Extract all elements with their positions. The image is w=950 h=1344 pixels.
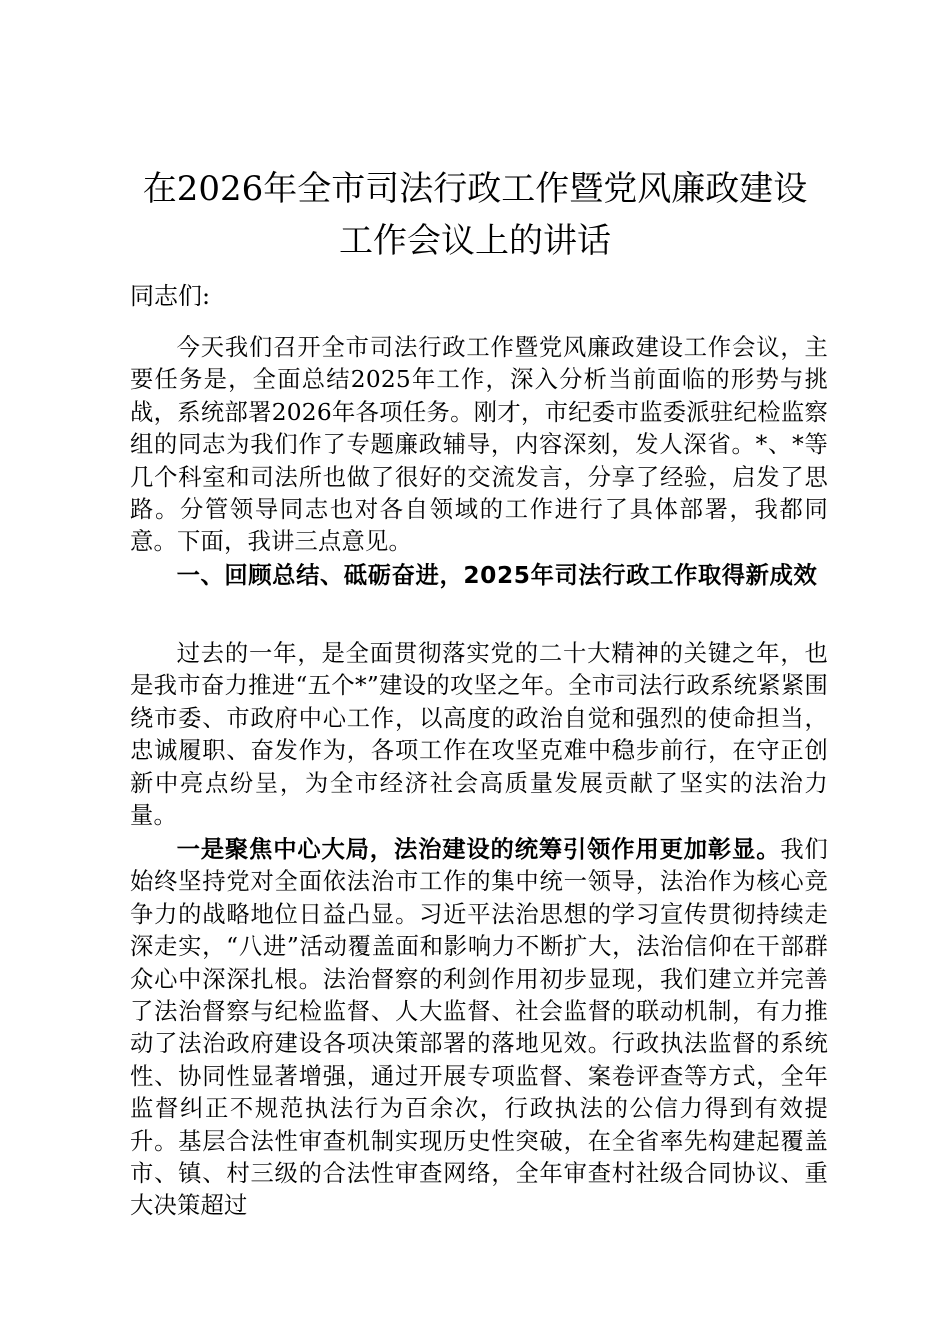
paragraph-point-1	[130, 834, 828, 1223]
paragraph-point-1-body: 我们始终坚持党对全面依法治市工作的集中统一领导，法治作为核心竞争力的战略地位日益凸显。习近平法治思想的学习宣传贯彻持续走深走实，“八进”活动覆盖面和影响力不断扩大，法治信仰在干部群众心中深深扎根。法治督察的利剑作用初步显现，我们建立并完善了法治督察与纪检监督、人大监督、社会监督的联动机制，有力推动了法治政府建设各项决策部署的落地见效。行政执法监督的系统性、协同性显著增强，通过开展专项监督、案卷评查等方式，全年监督纠正不规范执法行为百余次，行政执法的公信力得到有效提升。基层合法性审查机制实现历史性突破，在全省率先构建起覆盖市、镇、村三级的合法性审查网络，全年审查村社级合同协议、重大决策超过	[130, 836, 829, 1220]
document-title-line-1: 在2026年全市司法行政工作暨党风廉政建设	[142, 169, 808, 209]
paragraph-intro: 今天我们召开全市司法行政工作暨党风廉政建设工作会议，主要任务是，全面总结2025年工作，深入分析当前面临的形势与挑战，系统部署2026年各项任务。刚才，市纪委市监委派驻纪检监察组的同志为我们作了专题廉政辅导，内容深刻，发人深省。*、*等几个科室和司法所也做了很好的交流发言，分享了经验，启发了思路。分管领导同志也对各自领域的工作进行了具体部署，我都同意。下面，我讲三点意见。	[130, 334, 828, 556]
paragraph-point-1-lead: 一是聚焦中心大局，法治建设的统筹引领作用更加彰显。	[176, 836, 781, 863]
salutation: 同志们:	[130, 282, 211, 310]
section-heading-1: 一、回顾总结、砥砺奋进，2025年司法行政工作取得新成效	[176, 562, 818, 589]
document-title-line-2: 工作会议上的讲话	[339, 221, 611, 261]
paragraph-review: 过去的一年，是全面贯彻落实党的二十大精神的关键之年，也是我市奋力推进“五个*”建设的攻坚之年。全市司法行政系统紧紧围绕市委、市政府中心工作，以高度的政治自觉和强烈的使命担当，忠诚履职、奋发作为，各项工作在攻坚克难中稳步前行，在守正创新中亮点纷呈，为全市经济社会高质量发展贡献了坚实的法治力量。	[130, 640, 828, 830]
